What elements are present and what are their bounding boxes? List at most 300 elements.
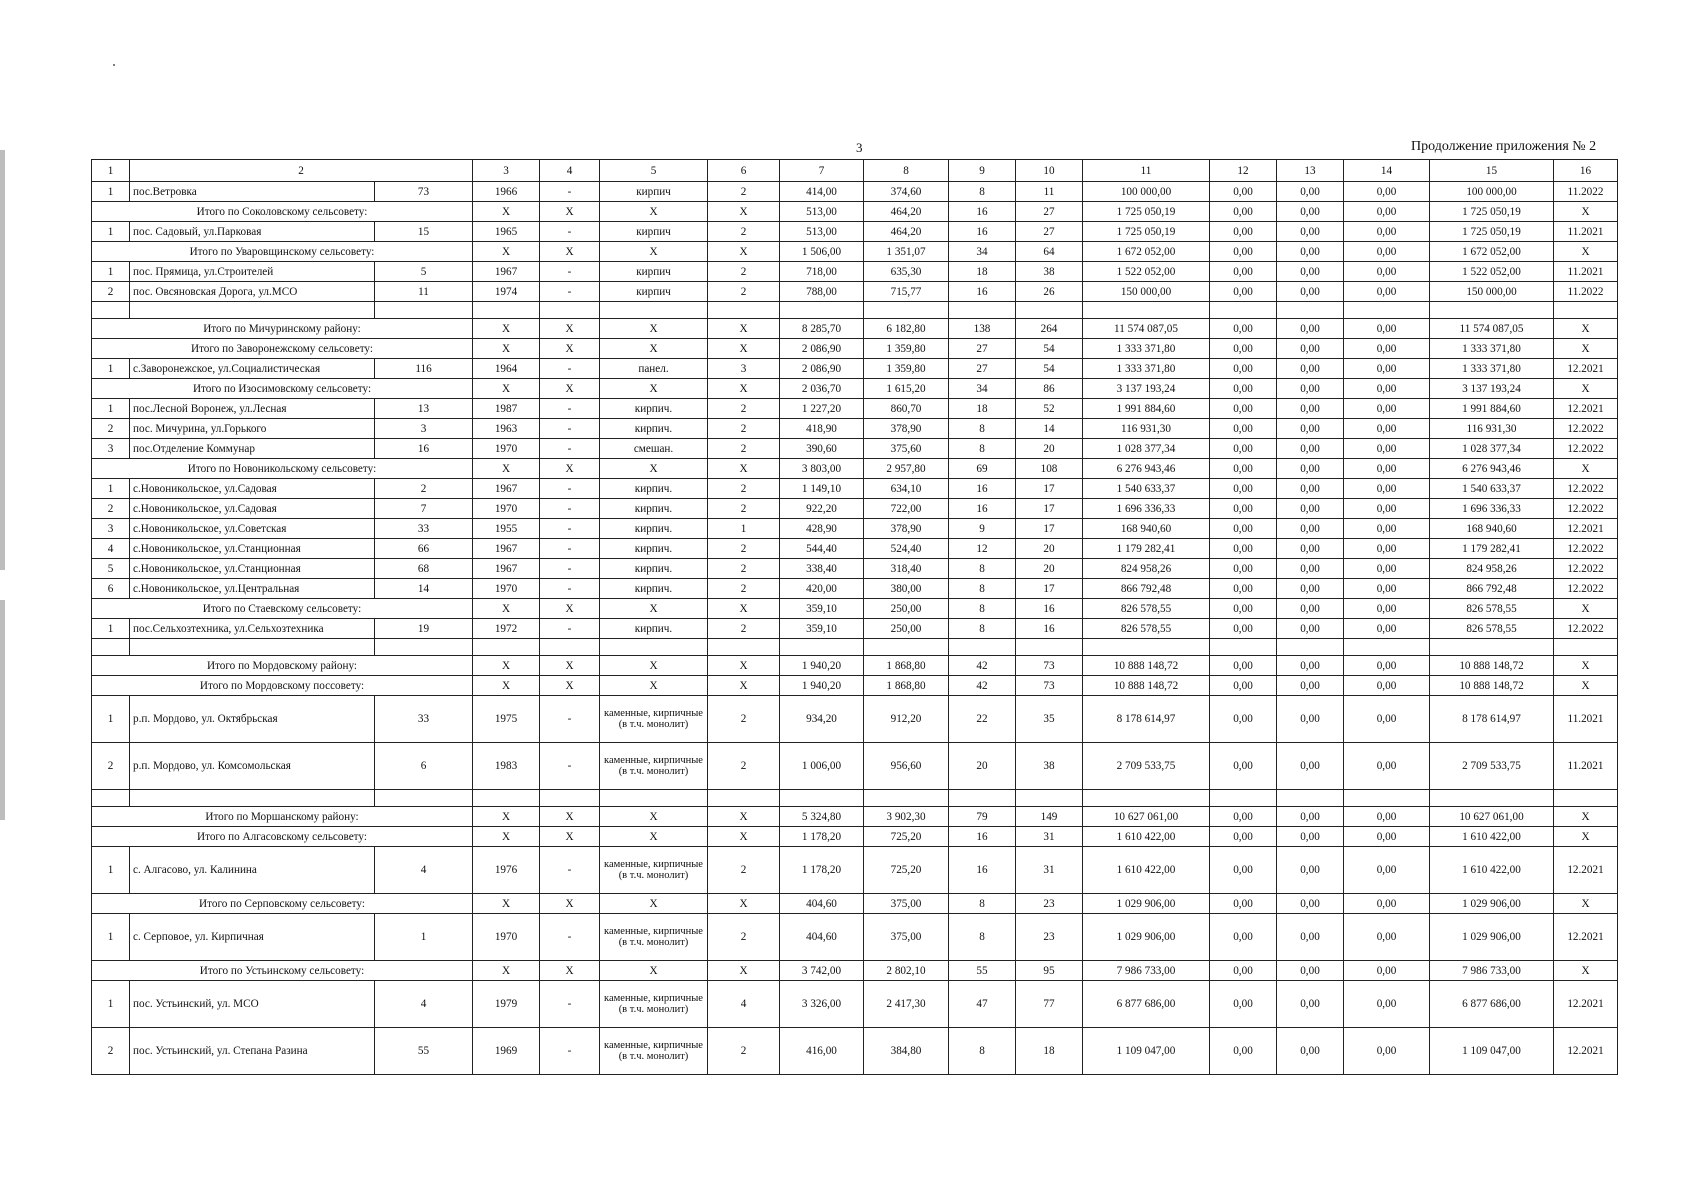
x-marker: X bbox=[708, 807, 780, 827]
build-year: 1970 bbox=[473, 439, 540, 459]
subtotal-label: Итого по Моршанскому району: bbox=[92, 807, 473, 827]
build-year: 1955 bbox=[473, 519, 540, 539]
value-cell: 52 bbox=[1016, 399, 1083, 419]
value-cell: 16 bbox=[1016, 619, 1083, 639]
subtotal-label: Итого по Мичуринскому району: bbox=[92, 319, 473, 339]
value-cell: 0,00 bbox=[1344, 479, 1430, 499]
value-cell: 27 bbox=[949, 359, 1016, 379]
x-marker: X bbox=[540, 961, 600, 981]
address: пос.Сельхозтехника, ул.Сельхозтехника bbox=[130, 619, 375, 639]
value-cell: 11.2022 bbox=[1554, 282, 1618, 302]
value-cell: 8 bbox=[949, 559, 1016, 579]
value-cell: 0,00 bbox=[1210, 459, 1277, 479]
value-cell: 64 bbox=[1016, 242, 1083, 262]
address: пос. Овсяновская Дорога, ул.МСО bbox=[130, 282, 375, 302]
build-year: 1967 bbox=[473, 479, 540, 499]
x-marker: X bbox=[708, 894, 780, 914]
value-cell: 826 578,55 bbox=[1430, 599, 1554, 619]
build-year: 1967 bbox=[473, 559, 540, 579]
x-marker: X bbox=[600, 961, 708, 981]
value-cell: 404,60 bbox=[780, 894, 864, 914]
floors: 2 bbox=[708, 847, 780, 894]
wall-material: кирпич. bbox=[600, 399, 708, 419]
value-cell: 1 522 052,00 bbox=[1430, 262, 1554, 282]
value-cell: 0,00 bbox=[1277, 961, 1344, 981]
value-cell: 0,00 bbox=[1210, 743, 1277, 790]
table-row bbox=[92, 619, 1618, 639]
value-cell: X bbox=[1554, 676, 1618, 696]
value-cell: 0,00 bbox=[1277, 579, 1344, 599]
subtotal-row bbox=[92, 242, 1618, 262]
value-cell: 464,20 bbox=[864, 222, 949, 242]
value-cell: 416,00 bbox=[780, 1028, 864, 1075]
value-cell: 1 333 371,80 bbox=[1083, 359, 1210, 379]
column-number-row bbox=[92, 160, 1618, 182]
value-cell: X bbox=[1554, 242, 1618, 262]
subtotal-row bbox=[92, 827, 1618, 847]
house-number: 68 bbox=[375, 559, 473, 579]
row-number: 1 bbox=[92, 914, 130, 961]
value-cell: 0,00 bbox=[1344, 961, 1430, 981]
x-marker: X bbox=[473, 894, 540, 914]
value-cell: 2 417,30 bbox=[864, 981, 949, 1028]
build-year: 1979 bbox=[473, 981, 540, 1028]
row-number: 2 bbox=[92, 1028, 130, 1075]
value-cell: 3 326,00 bbox=[780, 981, 864, 1028]
x-marker: X bbox=[708, 827, 780, 847]
dash-cell: - bbox=[540, 499, 600, 519]
value-cell: 0,00 bbox=[1277, 981, 1344, 1028]
value-cell: 12.2021 bbox=[1554, 847, 1618, 894]
empty-cell bbox=[600, 790, 708, 807]
value-cell: 17 bbox=[1016, 499, 1083, 519]
value-cell: 6 877 686,00 bbox=[1083, 981, 1210, 1028]
value-cell: 390,60 bbox=[780, 439, 864, 459]
address: пос.Лесной Воронеж, ул.Лесная bbox=[130, 399, 375, 419]
value-cell: 26 bbox=[1016, 282, 1083, 302]
value-cell: 826 578,55 bbox=[1083, 599, 1210, 619]
empty-cell bbox=[1210, 639, 1277, 656]
house-number: 14 bbox=[375, 579, 473, 599]
value-cell: 3 742,00 bbox=[780, 961, 864, 981]
value-cell: 375,00 bbox=[864, 914, 949, 961]
dash-cell: - bbox=[540, 539, 600, 559]
house-number: 4 bbox=[375, 847, 473, 894]
floors: 2 bbox=[708, 479, 780, 499]
value-cell: 16 bbox=[1016, 599, 1083, 619]
empty-cell bbox=[949, 302, 1016, 319]
x-marker: X bbox=[600, 319, 708, 339]
row-number: 1 bbox=[92, 222, 130, 242]
value-cell: 0,00 bbox=[1277, 743, 1344, 790]
empty-cell bbox=[1083, 790, 1210, 807]
column-number: 10 bbox=[1016, 160, 1083, 182]
value-cell: 378,90 bbox=[864, 419, 949, 439]
value-cell: 718,00 bbox=[780, 262, 864, 282]
value-cell: 17 bbox=[1016, 579, 1083, 599]
value-cell: 168 940,60 bbox=[1430, 519, 1554, 539]
column-number: 16 bbox=[1554, 160, 1618, 182]
value-cell: 1 868,80 bbox=[864, 676, 949, 696]
wall-material: каменные, кирпичные (в т.ч. монолит) bbox=[600, 1028, 708, 1075]
value-cell: 11 574 087,05 bbox=[1083, 319, 1210, 339]
house-number: 5 bbox=[375, 262, 473, 282]
x-marker: X bbox=[473, 319, 540, 339]
dash-cell: - bbox=[540, 419, 600, 439]
x-marker: X bbox=[600, 827, 708, 847]
empty-cell bbox=[540, 790, 600, 807]
dash-cell: - bbox=[540, 182, 600, 202]
value-cell: 0,00 bbox=[1277, 439, 1344, 459]
value-cell: 8 178 614,97 bbox=[1083, 696, 1210, 743]
value-cell: 12.2022 bbox=[1554, 439, 1618, 459]
value-cell: 0,00 bbox=[1210, 399, 1277, 419]
x-marker: X bbox=[708, 656, 780, 676]
x-marker: X bbox=[473, 599, 540, 619]
value-cell: 6 276 943,46 bbox=[1083, 459, 1210, 479]
empty-cell bbox=[130, 302, 375, 319]
value-cell: 0,00 bbox=[1277, 182, 1344, 202]
table-row bbox=[92, 282, 1618, 302]
x-marker: X bbox=[600, 202, 708, 222]
value-cell: 2 036,70 bbox=[780, 379, 864, 399]
value-cell: 149 bbox=[1016, 807, 1083, 827]
empty-cell bbox=[473, 302, 540, 319]
value-cell: 1 610 422,00 bbox=[1083, 847, 1210, 894]
value-cell: 0,00 bbox=[1277, 222, 1344, 242]
wall-material: кирпич. bbox=[600, 419, 708, 439]
x-marker: X bbox=[473, 827, 540, 847]
value-cell: 1 522 052,00 bbox=[1083, 262, 1210, 282]
value-cell: 0,00 bbox=[1277, 339, 1344, 359]
value-cell: 16 bbox=[949, 479, 1016, 499]
subtotal-row bbox=[92, 379, 1618, 399]
value-cell: 9 bbox=[949, 519, 1016, 539]
floors: 2 bbox=[708, 182, 780, 202]
value-cell: X bbox=[1554, 379, 1618, 399]
value-cell: 0,00 bbox=[1344, 619, 1430, 639]
x-marker: X bbox=[473, 202, 540, 222]
value-cell: 42 bbox=[949, 676, 1016, 696]
dash-cell: - bbox=[540, 282, 600, 302]
value-cell: 1 333 371,80 bbox=[1083, 339, 1210, 359]
value-cell: 0,00 bbox=[1277, 827, 1344, 847]
empty-cell bbox=[375, 302, 473, 319]
x-marker: X bbox=[540, 339, 600, 359]
value-cell: 934,20 bbox=[780, 696, 864, 743]
table-row bbox=[92, 182, 1618, 202]
empty-cell bbox=[600, 302, 708, 319]
value-cell: 1 006,00 bbox=[780, 743, 864, 790]
value-cell: 1 109 047,00 bbox=[1083, 1028, 1210, 1075]
table-row bbox=[92, 222, 1618, 242]
value-cell: 12.2021 bbox=[1554, 1028, 1618, 1075]
value-cell: 38 bbox=[1016, 262, 1083, 282]
dash-cell: - bbox=[540, 559, 600, 579]
value-cell: 0,00 bbox=[1277, 696, 1344, 743]
value-cell: 1 179 282,41 bbox=[1430, 539, 1554, 559]
house-number: 2 bbox=[375, 479, 473, 499]
blank-row bbox=[92, 790, 1618, 807]
value-cell: 0,00 bbox=[1277, 847, 1344, 894]
house-number: 66 bbox=[375, 539, 473, 559]
value-cell: 0,00 bbox=[1210, 419, 1277, 439]
value-cell: 0,00 bbox=[1210, 894, 1277, 914]
value-cell: 2 086,90 bbox=[780, 339, 864, 359]
value-cell: 0,00 bbox=[1344, 359, 1430, 379]
value-cell: 1 991 884,60 bbox=[1083, 399, 1210, 419]
value-cell: X bbox=[1554, 961, 1618, 981]
value-cell: 420,00 bbox=[780, 579, 864, 599]
value-cell: 20 bbox=[949, 743, 1016, 790]
wall-material: кирпич. bbox=[600, 499, 708, 519]
value-cell: 0,00 bbox=[1344, 847, 1430, 894]
value-cell: 2 709 533,75 bbox=[1430, 743, 1554, 790]
value-cell: 6 182,80 bbox=[864, 319, 949, 339]
empty-cell bbox=[1344, 639, 1430, 656]
subtotal-label: Итого по Устьинскому сельсовету: bbox=[92, 961, 473, 981]
value-cell: 725,20 bbox=[864, 847, 949, 894]
blank-row bbox=[92, 639, 1618, 656]
value-cell: 378,90 bbox=[864, 519, 949, 539]
value-cell: 1 179 282,41 bbox=[1083, 539, 1210, 559]
value-cell: 10 888 148,72 bbox=[1083, 656, 1210, 676]
wall-material: кирпич. bbox=[600, 479, 708, 499]
value-cell: 0,00 bbox=[1344, 807, 1430, 827]
empty-cell bbox=[864, 790, 949, 807]
value-cell: 0,00 bbox=[1210, 599, 1277, 619]
value-cell: 0,00 bbox=[1344, 914, 1430, 961]
column-number: 4 bbox=[540, 160, 600, 182]
empty-cell bbox=[708, 639, 780, 656]
value-cell: 0,00 bbox=[1344, 419, 1430, 439]
value-cell: 2 957,80 bbox=[864, 459, 949, 479]
empty-cell bbox=[1344, 302, 1430, 319]
empty-cell bbox=[708, 302, 780, 319]
value-cell: 0,00 bbox=[1344, 743, 1430, 790]
empty-cell bbox=[540, 639, 600, 656]
dash-cell: - bbox=[540, 399, 600, 419]
value-cell: 1 227,20 bbox=[780, 399, 864, 419]
wall-material: кирпич bbox=[600, 282, 708, 302]
build-year: 1983 bbox=[473, 743, 540, 790]
row-number: 1 bbox=[92, 262, 130, 282]
dash-cell: - bbox=[540, 914, 600, 961]
value-cell: 1 725 050,19 bbox=[1083, 202, 1210, 222]
build-year: 1969 bbox=[473, 1028, 540, 1075]
address: пос. Устьинский, ул. МСО bbox=[130, 981, 375, 1028]
row-number: 2 bbox=[92, 499, 130, 519]
x-marker: X bbox=[473, 676, 540, 696]
value-cell: 3 803,00 bbox=[780, 459, 864, 479]
value-cell: 100 000,00 bbox=[1083, 182, 1210, 202]
subtotal-label: Итого по Уваровщинскому сельсовету: bbox=[92, 242, 473, 262]
value-cell: 1 333 371,80 bbox=[1430, 359, 1554, 379]
value-cell: 0,00 bbox=[1210, 222, 1277, 242]
address: с. Алгасово, ул. Калинина bbox=[130, 847, 375, 894]
value-cell: 12.2021 bbox=[1554, 519, 1618, 539]
value-cell: X bbox=[1554, 599, 1618, 619]
x-marker: X bbox=[600, 459, 708, 479]
column-number: 14 bbox=[1344, 160, 1430, 182]
value-cell: 824 958,26 bbox=[1083, 559, 1210, 579]
value-cell: 1 540 633,37 bbox=[1083, 479, 1210, 499]
value-cell: 0,00 bbox=[1277, 419, 1344, 439]
dash-cell: - bbox=[540, 579, 600, 599]
row-number: 6 bbox=[92, 579, 130, 599]
value-cell: X bbox=[1554, 339, 1618, 359]
table-row bbox=[92, 479, 1618, 499]
value-cell: 0,00 bbox=[1277, 459, 1344, 479]
floors: 2 bbox=[708, 419, 780, 439]
house-number: 11 bbox=[375, 282, 473, 302]
empty-cell bbox=[473, 639, 540, 656]
build-year: 1970 bbox=[473, 499, 540, 519]
column-number: 2 bbox=[130, 160, 473, 182]
value-cell: 0,00 bbox=[1210, 439, 1277, 459]
value-cell: 0,00 bbox=[1344, 262, 1430, 282]
dash-cell: - bbox=[540, 519, 600, 539]
value-cell: 0,00 bbox=[1344, 319, 1430, 339]
value-cell: 0,00 bbox=[1210, 499, 1277, 519]
value-cell: 10 627 061,00 bbox=[1083, 807, 1210, 827]
house-number: 73 bbox=[375, 182, 473, 202]
value-cell: 0,00 bbox=[1210, 359, 1277, 379]
row-number: 4 bbox=[92, 539, 130, 559]
value-cell: 11 574 087,05 bbox=[1430, 319, 1554, 339]
wall-material: кирпич bbox=[600, 182, 708, 202]
row-number: 3 bbox=[92, 519, 130, 539]
subtotal-row bbox=[92, 202, 1618, 222]
x-marker: X bbox=[540, 599, 600, 619]
floors: 2 bbox=[708, 1028, 780, 1075]
value-cell: 0,00 bbox=[1210, 182, 1277, 202]
x-marker: X bbox=[600, 656, 708, 676]
value-cell: 0,00 bbox=[1210, 1028, 1277, 1075]
house-number: 33 bbox=[375, 696, 473, 743]
build-year: 1974 bbox=[473, 282, 540, 302]
value-cell: 1 178,20 bbox=[780, 847, 864, 894]
value-cell: 17 bbox=[1016, 519, 1083, 539]
value-cell: 0,00 bbox=[1277, 656, 1344, 676]
value-cell: 47 bbox=[949, 981, 1016, 1028]
dash-cell: - bbox=[540, 1028, 600, 1075]
table-row bbox=[92, 559, 1618, 579]
value-cell: 374,60 bbox=[864, 182, 949, 202]
value-cell: 0,00 bbox=[1210, 807, 1277, 827]
value-cell: 0,00 bbox=[1277, 519, 1344, 539]
table-row bbox=[92, 743, 1618, 790]
value-cell: 27 bbox=[949, 339, 1016, 359]
value-cell: 0,00 bbox=[1210, 262, 1277, 282]
dash-cell: - bbox=[540, 619, 600, 639]
value-cell: 0,00 bbox=[1344, 1028, 1430, 1075]
build-year: 1987 bbox=[473, 399, 540, 419]
value-cell: 1 672 052,00 bbox=[1430, 242, 1554, 262]
address: с.Новоникольское, ул.Советская bbox=[130, 519, 375, 539]
house-number: 55 bbox=[375, 1028, 473, 1075]
x-marker: X bbox=[600, 599, 708, 619]
value-cell: 108 bbox=[1016, 459, 1083, 479]
address: пос. Устьинский, ул. Степана Разина bbox=[130, 1028, 375, 1075]
wall-material: кирпич. bbox=[600, 539, 708, 559]
dash-cell: - bbox=[540, 439, 600, 459]
value-cell: 2 086,90 bbox=[780, 359, 864, 379]
value-cell: 513,00 bbox=[780, 202, 864, 222]
empty-cell bbox=[1430, 790, 1554, 807]
dash-cell: - bbox=[540, 847, 600, 894]
value-cell: 464,20 bbox=[864, 202, 949, 222]
scan-edge-mark bbox=[0, 150, 5, 570]
value-cell: 23 bbox=[1016, 894, 1083, 914]
build-year: 1966 bbox=[473, 182, 540, 202]
value-cell: 1 991 884,60 bbox=[1430, 399, 1554, 419]
value-cell: 0,00 bbox=[1344, 827, 1430, 847]
value-cell: 384,80 bbox=[864, 1028, 949, 1075]
build-year: 1976 bbox=[473, 847, 540, 894]
value-cell: 1 149,10 bbox=[780, 479, 864, 499]
wall-material: каменные, кирпичные (в т.ч. монолит) bbox=[600, 914, 708, 961]
empty-cell bbox=[130, 639, 375, 656]
value-cell: 8 bbox=[949, 894, 1016, 914]
wall-material: кирпич. bbox=[600, 579, 708, 599]
value-cell: 0,00 bbox=[1210, 539, 1277, 559]
subtotal-label: Итого по Серповскому сельсовету: bbox=[92, 894, 473, 914]
value-cell: 359,10 bbox=[780, 599, 864, 619]
value-cell: 1 540 633,37 bbox=[1430, 479, 1554, 499]
value-cell: 34 bbox=[949, 379, 1016, 399]
address: с.Новоникольское, ул.Садовая bbox=[130, 479, 375, 499]
value-cell: 0,00 bbox=[1210, 619, 1277, 639]
column-number: 1 bbox=[92, 160, 130, 182]
value-cell: 0,00 bbox=[1210, 961, 1277, 981]
floors: 3 bbox=[708, 359, 780, 379]
value-cell: 20 bbox=[1016, 439, 1083, 459]
value-cell: 1 029 906,00 bbox=[1083, 914, 1210, 961]
x-marker: X bbox=[473, 807, 540, 827]
value-cell: 55 bbox=[949, 961, 1016, 981]
table-row bbox=[92, 439, 1618, 459]
column-number: 9 bbox=[949, 160, 1016, 182]
value-cell: 0,00 bbox=[1344, 894, 1430, 914]
build-year: 1967 bbox=[473, 539, 540, 559]
value-cell: 8 178 614,97 bbox=[1430, 696, 1554, 743]
house-number: 4 bbox=[375, 981, 473, 1028]
x-marker: X bbox=[600, 894, 708, 914]
value-cell: 866 792,48 bbox=[1083, 579, 1210, 599]
row-number: 1 bbox=[92, 619, 130, 639]
value-cell: 524,40 bbox=[864, 539, 949, 559]
value-cell: 0,00 bbox=[1344, 222, 1430, 242]
empty-cell bbox=[130, 790, 375, 807]
empty-cell bbox=[864, 302, 949, 319]
empty-cell bbox=[1554, 302, 1618, 319]
value-cell: 0,00 bbox=[1210, 339, 1277, 359]
x-marker: X bbox=[473, 656, 540, 676]
empty-cell bbox=[1554, 639, 1618, 656]
dash-cell: - bbox=[540, 222, 600, 242]
value-cell: 73 bbox=[1016, 656, 1083, 676]
value-cell: 1 672 052,00 bbox=[1083, 242, 1210, 262]
wall-material: кирпич. bbox=[600, 619, 708, 639]
row-number: 1 bbox=[92, 696, 130, 743]
dash-cell: - bbox=[540, 262, 600, 282]
build-year: 1970 bbox=[473, 579, 540, 599]
value-cell: 0,00 bbox=[1277, 202, 1344, 222]
value-cell: 0,00 bbox=[1210, 319, 1277, 339]
x-marker: X bbox=[540, 379, 600, 399]
floors: 2 bbox=[708, 559, 780, 579]
